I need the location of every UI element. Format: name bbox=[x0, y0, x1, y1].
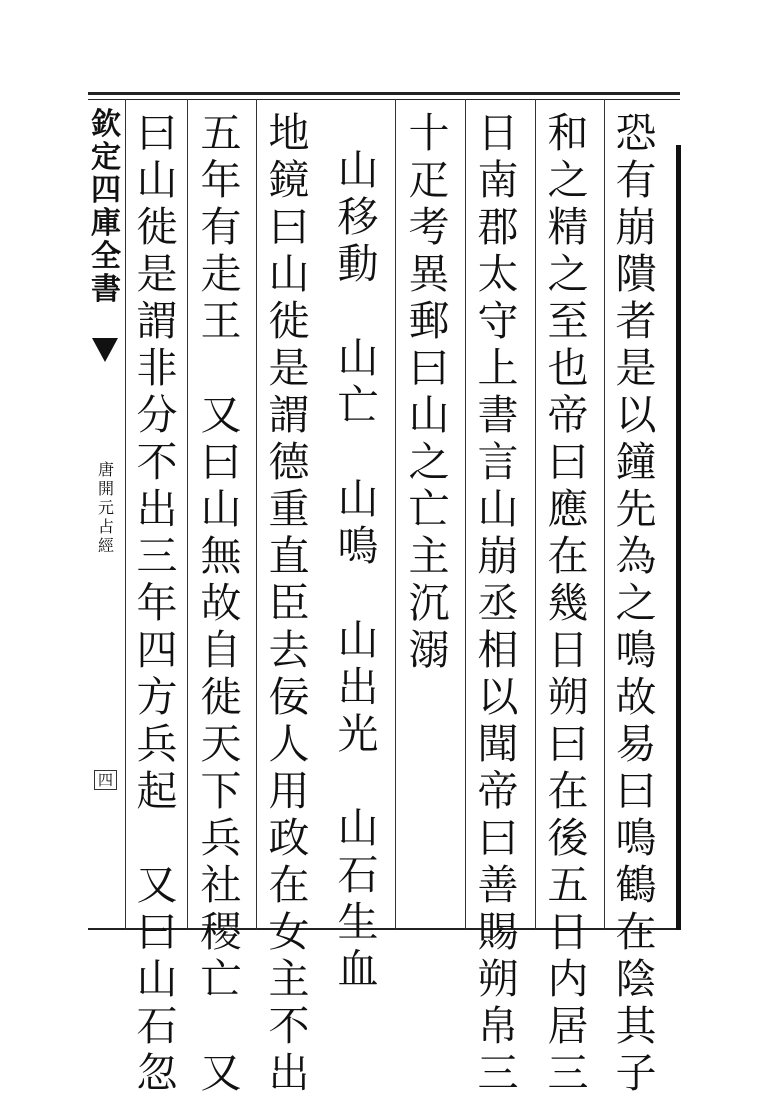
margin-title-char: 全 bbox=[91, 239, 121, 274]
column-char: 崩 bbox=[615, 203, 657, 251]
text-column-3 bbox=[474, 110, 522, 1097]
column-char: 又 bbox=[200, 391, 242, 439]
column-char: 光 bbox=[337, 710, 379, 758]
column-char: 去 bbox=[268, 626, 310, 674]
column-char: 賜 bbox=[477, 908, 519, 956]
column-char: 恐 bbox=[615, 109, 657, 157]
column-char: 鶴 bbox=[615, 861, 657, 909]
column-char: 隤 bbox=[615, 250, 657, 298]
text-column-7 bbox=[197, 110, 245, 1097]
column-char: 帝 bbox=[477, 767, 519, 815]
margin-book-char: 占 bbox=[97, 517, 114, 536]
column-char: 主 bbox=[408, 532, 450, 580]
column-char: 是 bbox=[615, 344, 657, 392]
column-char: 徙 bbox=[136, 203, 178, 251]
column-char bbox=[197, 1003, 245, 1050]
column-char: 在 bbox=[547, 532, 589, 580]
column-char: 居 bbox=[547, 1002, 589, 1050]
column-char: 曰 bbox=[136, 908, 178, 956]
column-char: 以 bbox=[615, 391, 657, 439]
column-char: 山 bbox=[136, 955, 178, 1003]
text-column-5 bbox=[334, 147, 382, 993]
column-char: 者 bbox=[615, 297, 657, 345]
column-char: 王 bbox=[200, 297, 242, 345]
column-char: 溺 bbox=[408, 626, 450, 674]
column-char: 聞 bbox=[477, 720, 519, 768]
column-char: 也 bbox=[547, 344, 589, 392]
column-divider bbox=[604, 99, 605, 929]
margin-title-char: 庫 bbox=[91, 206, 121, 241]
column-char: 山 bbox=[337, 804, 379, 852]
column-char bbox=[133, 815, 181, 862]
column-char: 年 bbox=[200, 156, 242, 204]
column-char: 出 bbox=[268, 1049, 310, 1097]
column-char: 女 bbox=[268, 908, 310, 956]
column-char: 疋 bbox=[408, 156, 450, 204]
column-char: 日 bbox=[547, 626, 589, 674]
column-char: 子 bbox=[615, 1049, 657, 1097]
column-divider bbox=[256, 99, 257, 929]
column-char: 忽 bbox=[136, 1049, 178, 1097]
column-char: 以 bbox=[477, 673, 519, 721]
column-char: 五 bbox=[200, 109, 242, 157]
column-char: 亡 bbox=[337, 381, 379, 429]
column-char: 之 bbox=[408, 438, 450, 486]
column-char: 曰 bbox=[547, 720, 589, 768]
column-char: 鏡 bbox=[268, 156, 310, 204]
column-char: 人 bbox=[268, 720, 310, 768]
column-char: 不 bbox=[268, 1002, 310, 1050]
column-char: 生 bbox=[337, 898, 379, 946]
column-char: 重 bbox=[268, 485, 310, 533]
column-char: 地 bbox=[268, 109, 310, 157]
text-column-1 bbox=[612, 110, 660, 1097]
column-char: 在 bbox=[615, 908, 657, 956]
column-char: 亡 bbox=[200, 955, 242, 1003]
top-border-inner bbox=[88, 99, 680, 100]
column-char: 在 bbox=[268, 861, 310, 909]
column-char: 陰 bbox=[615, 955, 657, 1003]
column-char: 在 bbox=[547, 767, 589, 815]
column-char: 善 bbox=[477, 861, 519, 909]
column-char: 主 bbox=[268, 955, 310, 1003]
column-char: 移 bbox=[337, 193, 379, 241]
column-char: 之 bbox=[547, 250, 589, 298]
column-char: 出 bbox=[337, 663, 379, 711]
column-char: 石 bbox=[337, 851, 379, 899]
column-char: 山 bbox=[268, 250, 310, 298]
column-char: 朔 bbox=[547, 673, 589, 721]
column-char: 謂 bbox=[268, 391, 310, 439]
fish-tail-mark bbox=[92, 338, 118, 362]
column-char: 内 bbox=[547, 955, 589, 1003]
margin-book-char: 元 bbox=[97, 498, 114, 517]
column-char: 郵 bbox=[408, 297, 450, 345]
column-char: 鳴 bbox=[615, 814, 657, 862]
column-char: 德 bbox=[268, 438, 310, 486]
column-char bbox=[334, 288, 382, 335]
column-char: 朔 bbox=[477, 955, 519, 1003]
column-char: 山 bbox=[136, 156, 178, 204]
margin-title-char: 欽 bbox=[91, 107, 121, 142]
column-char: 丞 bbox=[477, 579, 519, 627]
column-char: 走 bbox=[200, 250, 242, 298]
column-char: 是 bbox=[136, 250, 178, 298]
column-char: 應 bbox=[547, 485, 589, 533]
column-char: 山 bbox=[408, 391, 450, 439]
column-char: 有 bbox=[615, 156, 657, 204]
column-char bbox=[334, 758, 382, 805]
column-char: 徙 bbox=[268, 297, 310, 345]
column-char: 鳴 bbox=[615, 626, 657, 674]
column-char: 曰 bbox=[268, 203, 310, 251]
column-char: 異 bbox=[408, 250, 450, 298]
column-char: 直 bbox=[268, 532, 310, 580]
column-char: 石 bbox=[136, 1002, 178, 1050]
column-char: 出 bbox=[136, 485, 178, 533]
column-char: 太 bbox=[477, 250, 519, 298]
column-char: 精 bbox=[547, 203, 589, 251]
column-char: 山 bbox=[337, 146, 379, 194]
column-char: 無 bbox=[200, 532, 242, 580]
column-divider bbox=[465, 99, 466, 929]
column-char: 佞 bbox=[268, 673, 310, 721]
text-column-8 bbox=[133, 110, 181, 1097]
column-char: 十 bbox=[408, 109, 450, 157]
text-column-4 bbox=[405, 110, 453, 674]
column-char bbox=[334, 429, 382, 476]
column-char: 書 bbox=[477, 391, 519, 439]
column-char: 易 bbox=[615, 720, 657, 768]
column-char: 南 bbox=[477, 156, 519, 204]
column-char: 崩 bbox=[477, 532, 519, 580]
column-char: 山 bbox=[337, 334, 379, 382]
column-char: 血 bbox=[337, 945, 379, 993]
right-border bbox=[676, 145, 681, 930]
column-char: 郡 bbox=[477, 203, 519, 251]
column-char: 考 bbox=[408, 203, 450, 251]
column-char: 又 bbox=[136, 861, 178, 909]
column-char: 山 bbox=[337, 475, 379, 523]
column-char: 有 bbox=[200, 203, 242, 251]
margin-book-char: 開 bbox=[97, 479, 114, 498]
column-char: 是 bbox=[268, 344, 310, 392]
top-border bbox=[88, 92, 680, 95]
column-char: 後 bbox=[547, 814, 589, 862]
margin-title-char: 四 bbox=[91, 173, 121, 208]
column-char: 之 bbox=[547, 156, 589, 204]
column-char: 鳴 bbox=[337, 522, 379, 570]
column-char: 亡 bbox=[408, 485, 450, 533]
column-char: 日 bbox=[477, 109, 519, 157]
column-char: 山 bbox=[337, 616, 379, 664]
column-char: 曰 bbox=[547, 438, 589, 486]
column-char: 四 bbox=[136, 626, 178, 674]
text-column-6 bbox=[265, 110, 313, 1097]
column-char: 稷 bbox=[200, 908, 242, 956]
margin-book-name bbox=[96, 460, 116, 555]
column-char: 日 bbox=[547, 908, 589, 956]
column-char: 臣 bbox=[268, 579, 310, 627]
column-char: 用 bbox=[268, 767, 310, 815]
column-char: 故 bbox=[615, 673, 657, 721]
column-char: 兵 bbox=[136, 720, 178, 768]
column-char: 言 bbox=[477, 438, 519, 486]
column-char: 徙 bbox=[200, 673, 242, 721]
column-divider bbox=[187, 99, 188, 929]
column-char: 至 bbox=[547, 297, 589, 345]
column-char: 帛 bbox=[477, 1002, 519, 1050]
margin-title-char: 書 bbox=[91, 272, 121, 307]
column-char: 三 bbox=[547, 1049, 589, 1097]
column-char: 曰 bbox=[615, 767, 657, 815]
column-char: 曰 bbox=[408, 344, 450, 392]
column-char: 曰 bbox=[200, 438, 242, 486]
column-char: 年 bbox=[136, 579, 178, 627]
column-char: 山 bbox=[477, 485, 519, 533]
column-char: 天 bbox=[200, 720, 242, 768]
column-char: 非 bbox=[136, 344, 178, 392]
column-char: 之 bbox=[615, 579, 657, 627]
column-char: 謂 bbox=[136, 297, 178, 345]
column-char: 兵 bbox=[200, 814, 242, 862]
column-char: 下 bbox=[200, 767, 242, 815]
column-char: 社 bbox=[200, 861, 242, 909]
column-char: 守 bbox=[477, 297, 519, 345]
column-char: 曰 bbox=[136, 109, 178, 157]
column-char: 三 bbox=[477, 1049, 519, 1097]
margin-divider bbox=[125, 99, 126, 929]
column-char bbox=[197, 345, 245, 392]
column-char: 為 bbox=[615, 532, 657, 580]
margin-book-char: 唐 bbox=[97, 460, 114, 479]
column-char: 帝 bbox=[547, 391, 589, 439]
column-char: 五 bbox=[547, 861, 589, 909]
column-char: 相 bbox=[477, 626, 519, 674]
column-char: 政 bbox=[268, 814, 310, 862]
column-char: 其 bbox=[615, 1002, 657, 1050]
column-char: 曰 bbox=[477, 814, 519, 862]
column-char: 起 bbox=[136, 767, 178, 815]
column-char: 不 bbox=[136, 438, 178, 486]
column-divider bbox=[535, 99, 536, 929]
column-char: 分 bbox=[136, 391, 178, 439]
margin-page-number: 四 bbox=[94, 770, 117, 790]
column-char: 先 bbox=[615, 485, 657, 533]
column-char: 幾 bbox=[547, 579, 589, 627]
column-char: 和 bbox=[547, 109, 589, 157]
column-char: 沉 bbox=[408, 579, 450, 627]
margin-title-char: 定 bbox=[91, 140, 121, 175]
column-char: 自 bbox=[200, 626, 242, 674]
column-char: 鐘 bbox=[615, 438, 657, 486]
margin-book-char: 經 bbox=[97, 536, 114, 555]
column-char: 三 bbox=[136, 532, 178, 580]
column-char: 故 bbox=[200, 579, 242, 627]
column-char bbox=[334, 570, 382, 617]
column-char: 動 bbox=[337, 240, 379, 288]
column-char: 上 bbox=[477, 344, 519, 392]
column-char: 山 bbox=[200, 485, 242, 533]
margin-title bbox=[92, 108, 120, 306]
text-column-2 bbox=[544, 110, 592, 1097]
column-char: 又 bbox=[200, 1049, 242, 1097]
column-char: 方 bbox=[136, 673, 178, 721]
